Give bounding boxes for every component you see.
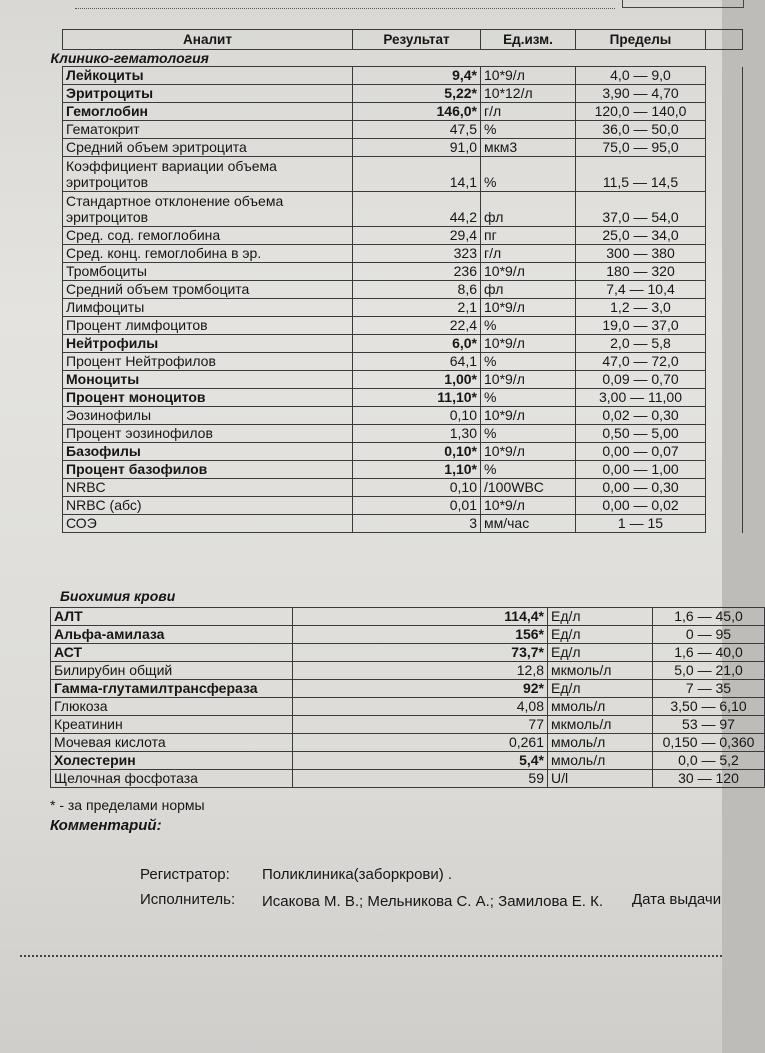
- analyte-name: NRBC: [63, 479, 353, 497]
- reference-limits: 0,0 — 5,2: [653, 752, 765, 770]
- analyte-name: Коэффициент вариации объема эритроцитов: [63, 157, 353, 192]
- table-row: [51, 608, 765, 626]
- unit: Ед/л: [548, 680, 653, 698]
- table-row: [63, 479, 743, 497]
- biochemistry-body: [51, 608, 765, 788]
- executor-value: Исакова М. В.; Мельникова С. А.; Замилова Е. К.: [262, 893, 604, 910]
- reference-limits: 0,50 — 5,00: [576, 425, 706, 443]
- blank-cell: [706, 299, 743, 317]
- reference-limits: 25,0 — 34,0: [576, 227, 706, 245]
- blank-cell: [706, 515, 743, 533]
- top-dotted-line: [75, 0, 615, 9]
- reference-limits: 3,00 — 11,00: [576, 389, 706, 407]
- result-value: 5,4*: [293, 752, 548, 770]
- unit: U/l: [548, 770, 653, 788]
- analyte-name: Сред. сод. гемоглобина: [63, 227, 353, 245]
- unit: 10*9/л: [481, 299, 576, 317]
- reference-limits: 0,02 — 0,30: [576, 407, 706, 425]
- reference-limits: 0,00 — 1,00: [576, 461, 706, 479]
- reference-limits: 47,0 — 72,0: [576, 353, 706, 371]
- table-row: [63, 281, 743, 299]
- analyte-name: Лимфоциты: [63, 299, 353, 317]
- top-box: [622, 0, 744, 8]
- blank-cell: [706, 85, 743, 103]
- result-value: 9,4*: [353, 67, 481, 85]
- table-row: [51, 680, 765, 698]
- blank-cell: [706, 407, 743, 425]
- table-row: [63, 317, 743, 335]
- unit: %: [481, 461, 576, 479]
- table-row: [63, 263, 743, 281]
- analyte-name: Мочевая кислота: [51, 734, 293, 752]
- result-value: 0,10: [353, 407, 481, 425]
- result-value: 114,4*: [293, 608, 548, 626]
- blank-cell: [706, 281, 743, 299]
- reference-limits: 1,6 — 45,0: [653, 608, 765, 626]
- analyte-name: АЛТ: [51, 608, 293, 626]
- result-value: 5,22*: [353, 85, 481, 103]
- header-limits: Пределы: [576, 30, 706, 50]
- result-value: 0,10*: [353, 443, 481, 461]
- result-value: 59: [293, 770, 548, 788]
- result-value: 44,2: [353, 192, 481, 227]
- blank-cell: [706, 227, 743, 245]
- result-value: 22,4: [353, 317, 481, 335]
- result-value: 14,1: [353, 157, 481, 192]
- unit: ммоль/л: [548, 752, 653, 770]
- table-row: [51, 644, 765, 662]
- unit: пг: [481, 227, 576, 245]
- unit: 10*9/л: [481, 335, 576, 353]
- reference-limits: 3,50 — 6,10: [653, 698, 765, 716]
- blank-cell: [706, 335, 743, 353]
- result-value: 77: [293, 716, 548, 734]
- result-value: 0,10: [353, 479, 481, 497]
- blank-cell: [706, 443, 743, 461]
- table-row: [63, 461, 743, 479]
- unit: ммоль/л: [548, 698, 653, 716]
- reference-limits: 19,0 — 37,0: [576, 317, 706, 335]
- reference-limits: 4,0 — 9,0: [576, 67, 706, 85]
- analyte-name: Процент лимфоцитов: [63, 317, 353, 335]
- table-row: [51, 662, 765, 680]
- table-row: [63, 85, 743, 103]
- header-unit: Ед.изм.: [481, 30, 576, 50]
- table-row: [51, 770, 765, 788]
- unit: г/л: [481, 103, 576, 121]
- blank-cell: [706, 317, 743, 335]
- reference-limits: 75,0 — 95,0: [576, 139, 706, 157]
- reference-limits: 1,2 — 3,0: [576, 299, 706, 317]
- blank-cell: [706, 139, 743, 157]
- analyte-name: Альфа-амилаза: [51, 626, 293, 644]
- unit: г/л: [481, 245, 576, 263]
- blank-cell: [706, 479, 743, 497]
- unit: %: [481, 121, 576, 139]
- reference-limits: 53 — 97: [653, 716, 765, 734]
- unit: %: [481, 317, 576, 335]
- table-row: [63, 497, 743, 515]
- issue-date-label: Дата выдачи: [632, 891, 722, 908]
- unit: /100WBC: [481, 479, 576, 497]
- unit: %: [481, 157, 576, 192]
- blank-cell: [706, 103, 743, 121]
- reference-limits: 5,0 — 21,0: [653, 662, 765, 680]
- table-row: [51, 752, 765, 770]
- result-value: 91,0: [353, 139, 481, 157]
- table-row: [63, 353, 743, 371]
- analyte-name: Моноциты: [63, 371, 353, 389]
- table-row: [51, 716, 765, 734]
- unit: мкм3: [481, 139, 576, 157]
- analyte-name: Базофилы: [63, 443, 353, 461]
- reference-limits: 11,5 — 14,5: [576, 157, 706, 192]
- unit: фл: [481, 281, 576, 299]
- reference-limits: 120,0 — 140,0: [576, 103, 706, 121]
- unit: Ед/л: [548, 608, 653, 626]
- table-row: [51, 734, 765, 752]
- blank-cell: [706, 389, 743, 407]
- blank-cell: [706, 263, 743, 281]
- analyte-name: Гематокрит: [63, 121, 353, 139]
- reference-limits: 30 — 120: [653, 770, 765, 788]
- table-row: [63, 389, 743, 407]
- table-row: [63, 139, 743, 157]
- analyte-name: Креатинин: [51, 716, 293, 734]
- reference-limits: 0,00 — 0,30: [576, 479, 706, 497]
- biochemistry-table: [50, 607, 765, 788]
- reference-limits: 36,0 — 50,0: [576, 121, 706, 139]
- result-value: 6,0*: [353, 335, 481, 353]
- blank-cell: [706, 192, 743, 227]
- comment-label: Комментарий:: [50, 817, 162, 834]
- table-row: [63, 192, 743, 227]
- result-value: 236: [353, 263, 481, 281]
- blank-cell: [706, 245, 743, 263]
- result-value: 3: [353, 515, 481, 533]
- unit: 10*9/л: [481, 67, 576, 85]
- unit: 10*12/л: [481, 85, 576, 103]
- reference-limits: 300 — 380: [576, 245, 706, 263]
- hematology-table: [50, 29, 743, 533]
- header-result: Результат: [353, 30, 481, 50]
- analyte-name: Процент эозинофилов: [63, 425, 353, 443]
- analyte-name: Процент Нейтрофилов: [63, 353, 353, 371]
- reference-limits: 37,0 — 54,0: [576, 192, 706, 227]
- result-value: 146,0*: [353, 103, 481, 121]
- analyte-name: Билирубин общий: [51, 662, 293, 680]
- result-value: 323: [353, 245, 481, 263]
- table-row: [51, 698, 765, 716]
- reference-limits: 7 — 35: [653, 680, 765, 698]
- table-row: [63, 103, 743, 121]
- analyte-name: Лейкоциты: [63, 67, 353, 85]
- result-value: 29,4: [353, 227, 481, 245]
- result-value: 11,10*: [353, 389, 481, 407]
- result-value: 1,00*: [353, 371, 481, 389]
- table-row: [63, 299, 743, 317]
- section-title-biochemistry: Биохимия крови: [60, 588, 176, 604]
- unit: %: [481, 353, 576, 371]
- result-value: 92*: [293, 680, 548, 698]
- unit: ммоль/л: [548, 734, 653, 752]
- unit: %: [481, 425, 576, 443]
- analyte-name: Эозинофилы: [63, 407, 353, 425]
- registrar-value: Поликлиника(заборкрови) .: [262, 866, 453, 883]
- result-value: 156*: [293, 626, 548, 644]
- result-value: 8,6: [353, 281, 481, 299]
- reference-limits: 0,09 — 0,70: [576, 371, 706, 389]
- result-value: 0,01: [353, 497, 481, 515]
- unit: мкмоль/л: [548, 716, 653, 734]
- registrar-label: Регистратор:: [140, 866, 230, 883]
- table-row: [51, 626, 765, 644]
- analyte-name: Процент моноцитов: [63, 389, 353, 407]
- table-row: [63, 425, 743, 443]
- analyte-name: Щелочная фосфотаза: [51, 770, 293, 788]
- unit: Ед/л: [548, 644, 653, 662]
- result-value: 47,5: [353, 121, 481, 139]
- blank-cell: [706, 157, 743, 192]
- unit: 10*9/л: [481, 497, 576, 515]
- analyte-name: Глюкоза: [51, 698, 293, 716]
- header-analyte: Аналит: [63, 30, 353, 50]
- analyte-name: Нейтрофилы: [63, 335, 353, 353]
- blank-cell: [706, 497, 743, 515]
- table-row: [63, 371, 743, 389]
- analyte-name: Гамма-глутамилтрансфераза: [51, 680, 293, 698]
- table-row: [63, 227, 743, 245]
- unit: 10*9/л: [481, 443, 576, 461]
- result-value: 64,1: [353, 353, 481, 371]
- analyte-name: Гемоглобин: [63, 103, 353, 121]
- analyte-name: Эритроциты: [63, 85, 353, 103]
- reference-limits: 3,90 — 4,70: [576, 85, 706, 103]
- reference-limits: 0,150 — 0,360: [653, 734, 765, 752]
- reference-limits: 180 — 320: [576, 263, 706, 281]
- table-row: [63, 245, 743, 263]
- result-value: 73,7*: [293, 644, 548, 662]
- blank-cell: [706, 461, 743, 479]
- result-value: 1,30: [353, 425, 481, 443]
- footnote: * - за пределами нормы: [50, 797, 205, 813]
- table-row: [63, 515, 743, 533]
- unit: 10*9/л: [481, 263, 576, 281]
- hematology-body: [50, 50, 743, 533]
- blank-cell: [706, 67, 743, 85]
- header-blank: [706, 30, 743, 50]
- result-value: 0,261: [293, 734, 548, 752]
- blank-cell: [706, 425, 743, 443]
- reference-limits: 0,00 — 0,02: [576, 497, 706, 515]
- reference-limits: 7,4 — 10,4: [576, 281, 706, 299]
- unit: мм/час: [481, 515, 576, 533]
- analyte-name: Средний объем эритроцита: [63, 139, 353, 157]
- bottom-dotted-line: [20, 955, 722, 957]
- reference-limits: 0 — 95: [653, 626, 765, 644]
- analyte-name: Процент базофилов: [63, 461, 353, 479]
- analyte-name: NRBC (абс): [63, 497, 353, 515]
- section-title-hematology: Клинико-гематология: [50, 50, 209, 66]
- analyte-name: Тромбоциты: [63, 263, 353, 281]
- unit: Ед/л: [548, 626, 653, 644]
- unit: 10*9/л: [481, 371, 576, 389]
- analyte-name: Сред. конц. гемоглобина в эр.: [63, 245, 353, 263]
- unit: мкмоль/л: [548, 662, 653, 680]
- result-value: 2,1: [353, 299, 481, 317]
- reference-limits: 0,00 — 0,07: [576, 443, 706, 461]
- reference-limits: 1 — 15: [576, 515, 706, 533]
- unit: %: [481, 389, 576, 407]
- unit: фл: [481, 192, 576, 227]
- blank-cell: [706, 371, 743, 389]
- table-row: [63, 157, 743, 192]
- blank-cell: [706, 121, 743, 139]
- analyte-name: АСТ: [51, 644, 293, 662]
- table-row: [63, 407, 743, 425]
- result-value: 12,8: [293, 662, 548, 680]
- analyte-name: Стандартное отклонение объема эритроцитов: [63, 192, 353, 227]
- analyte-name: Средний объем тромбоцита: [63, 281, 353, 299]
- blank-cell: [706, 353, 743, 371]
- table-header-row: [63, 30, 743, 50]
- executor-label: Исполнитель:: [140, 891, 236, 908]
- unit: 10*9/л: [481, 407, 576, 425]
- table-row: [63, 67, 743, 85]
- table-row: [63, 335, 743, 353]
- result-value: 4,08: [293, 698, 548, 716]
- result-value: 1,10*: [353, 461, 481, 479]
- reference-limits: 2,0 — 5,8: [576, 335, 706, 353]
- reference-limits: 1,6 — 40,0: [653, 644, 765, 662]
- analyte-name: Холестерин: [51, 752, 293, 770]
- table-row: [63, 121, 743, 139]
- analyte-name: СОЭ: [63, 515, 353, 533]
- table-row: [63, 443, 743, 461]
